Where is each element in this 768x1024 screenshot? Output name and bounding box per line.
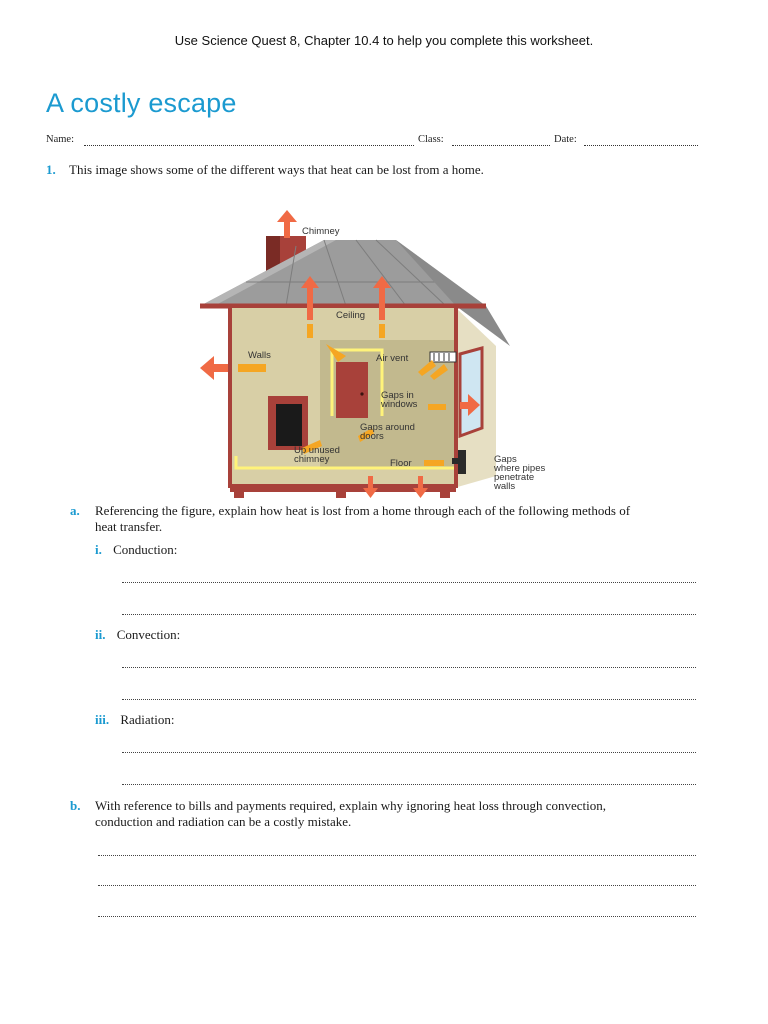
label-pipes-1: Gaps [494, 454, 517, 465]
class-label: Class: [418, 134, 444, 145]
label-gaps-doors-1: Gaps around [360, 422, 415, 433]
answer-line-radiation-2[interactable] [122, 784, 696, 785]
answer-line-radiation-1[interactable] [122, 752, 696, 753]
door [336, 362, 368, 418]
answer-line-conduction-2[interactable] [122, 614, 696, 615]
label-pipes-2: where pipes [494, 463, 546, 474]
date-field[interactable] [584, 145, 698, 146]
answer-line-convection-1[interactable] [122, 667, 696, 668]
part-a-text-line2: heat transfer. [95, 519, 163, 534]
question-1-text: This image shows some of the different ways that heat can be lost from a home. [69, 162, 484, 177]
house-heat-loss-figure [196, 206, 556, 498]
item-ii-number: ii. [95, 627, 106, 642]
page-title: A costly escape [46, 88, 237, 118]
part-a-text-line1: Referencing the figure, explain how heat is lost from a home through each of the following methods of [95, 503, 631, 518]
part-a-item-conduction [95, 542, 177, 558]
label-walls: Walls [248, 350, 271, 361]
answer-line-conduction-1[interactable] [122, 582, 696, 583]
part-b-letter: b. [70, 798, 81, 813]
header-note: Use Science Quest 8, Chapter 10.4 to help you complete this worksheet. [174, 33, 594, 48]
name-label: Name: [46, 134, 74, 145]
label-pipes-3: penetrate [494, 472, 535, 483]
house-illustration [196, 206, 556, 498]
class-field[interactable] [452, 145, 550, 146]
part-a-letter: a. [70, 503, 80, 518]
part-b [70, 798, 700, 829]
name-field[interactable] [84, 145, 414, 146]
label-unused-chimney-2: chimney [294, 454, 330, 465]
part-a-item-radiation [95, 712, 175, 728]
student-details-row [46, 134, 698, 150]
side-window [460, 348, 482, 436]
answer-line-convection-2[interactable] [122, 699, 696, 700]
label-gaps-doors-2: doors [360, 431, 384, 442]
item-ii-label: Convection: [116, 627, 181, 642]
label-air-vent: Air vent [376, 353, 409, 364]
answer-line-b-2[interactable] [98, 885, 696, 886]
answer-line-b-1[interactable] [98, 855, 696, 856]
question-1-number: 1. [46, 162, 56, 177]
item-iii-number: iii. [95, 712, 110, 727]
label-pipes-4: walls [494, 481, 516, 492]
item-iii-label: Radiation: [120, 712, 175, 727]
part-a [70, 503, 700, 534]
part-b-text-line2: conduction and radiation can be a costly mistake. [95, 814, 352, 829]
label-ceiling: Ceiling [336, 310, 366, 321]
item-i-label: Conduction: [113, 542, 178, 557]
label-gaps-windows-2: windows [381, 399, 418, 410]
label-chimney: Chimney [302, 226, 340, 237]
part-a-item-convection [95, 627, 180, 643]
label-floor: Floor [390, 458, 412, 469]
label-gaps-windows-1: Gaps in [381, 390, 414, 401]
item-i-number: i. [95, 542, 102, 557]
date-label: Date: [554, 134, 577, 145]
question-1 [46, 162, 484, 178]
answer-line-b-3[interactable] [98, 916, 696, 917]
part-b-text-line1: With reference to bills and payments required, explain why ignoring heat loss through convection, [95, 798, 607, 813]
label-unused-chimney-1: Up unused [294, 445, 340, 456]
